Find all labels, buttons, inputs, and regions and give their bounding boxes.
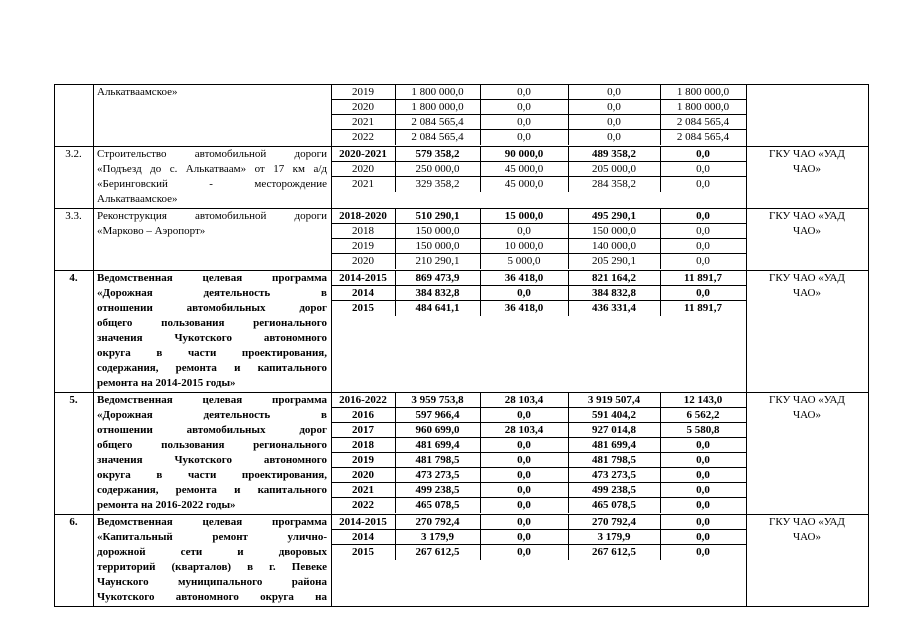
cell-regional: 499 238,5 (592, 484, 636, 496)
cell-total: 2 084 565,4 (411, 116, 464, 128)
table-rule-v (54, 146, 55, 209)
table-rule-v (868, 84, 869, 147)
cell-federal: 0,0 (517, 439, 531, 451)
row-owner: ГКУ ЧАО «УАД (769, 210, 845, 222)
cell-regional: 481 798,5 (592, 454, 636, 466)
table-rule-v (395, 270, 396, 316)
cell-federal: 45 000,0 (504, 178, 544, 190)
cell-regional: 270 792,4 (592, 516, 636, 528)
table-rule-v (660, 514, 661, 560)
table-rule-v (746, 514, 747, 607)
cell-total: 384 832,8 (415, 287, 460, 299)
table-rule-v (746, 392, 747, 515)
cell-regional: 267 612,5 (592, 546, 636, 558)
description-line: Ведомственная целевая программа (97, 516, 327, 528)
cell-federal: 36 418,0 (504, 272, 544, 284)
row-description (97, 271, 327, 391)
cell-total: 210 290,1 (415, 255, 460, 267)
row-owner: ЧАО» (793, 409, 821, 421)
cell-year: 2021 (352, 116, 374, 128)
cell-total: 1 800 000,0 (411, 101, 464, 113)
cell-year: 2017 (352, 424, 374, 436)
cell-year: 2020 (352, 163, 374, 175)
cell-local: 0,0 (696, 531, 710, 543)
table-rule-v (568, 146, 569, 192)
row-number: 3.2. (65, 148, 82, 160)
description-line: территорий (кварталов) в г. Певеке (97, 561, 327, 573)
cell-total: 960 699,0 (415, 424, 460, 436)
table-rule-v (54, 208, 55, 271)
table-rule-v (331, 514, 332, 607)
cell-federal: 10 000,0 (504, 240, 544, 252)
cell-year: 2022 (352, 499, 374, 511)
table-rule-v (568, 84, 569, 145)
cell-local: 0,0 (696, 484, 710, 496)
cell-year: 2020 (352, 101, 374, 113)
cell-total: 499 238,5 (415, 484, 460, 496)
cell-regional: 495 290,1 (592, 210, 636, 222)
cell-year: 2016-2022 (339, 394, 387, 406)
cell-federal: 28 103,4 (504, 394, 544, 406)
row-description (97, 515, 327, 605)
cell-federal: 0,0 (517, 469, 531, 481)
table-rule-v (868, 514, 869, 607)
cell-total: 869 473,9 (415, 272, 460, 284)
cell-local: 0,0 (696, 469, 710, 481)
cell-federal: 0,0 (517, 225, 531, 237)
cell-local: 0,0 (696, 178, 710, 190)
cell-year: 2014 (352, 531, 374, 543)
description-line: отношении автомобильных дорог (97, 302, 327, 314)
table-rule-v (331, 392, 332, 515)
cell-year: 2018 (352, 225, 374, 237)
cell-year: 2014 (352, 287, 374, 299)
cell-year: 2020 (352, 469, 374, 481)
cell-total: 510 290,1 (415, 210, 460, 222)
table-rule-v (660, 208, 661, 269)
cell-regional: 473 273,5 (592, 469, 636, 481)
cell-year: 2018 (352, 439, 374, 451)
description-line: общего пользования регионального (97, 439, 327, 451)
cell-regional: 489 358,2 (592, 148, 636, 160)
cell-local: 2 084 565,4 (676, 131, 730, 143)
table-rule-v (868, 146, 869, 209)
cell-total: 579 358,2 (415, 148, 460, 160)
cell-federal: 15 000,0 (504, 210, 544, 222)
cell-federal: 5 000,0 (507, 255, 541, 267)
cell-federal: 0,0 (517, 116, 531, 128)
description-line: Алькатваамское» (97, 86, 178, 98)
table-rule-v (480, 514, 481, 560)
cell-regional: 205 290,1 (592, 255, 636, 267)
table-rule-v (660, 392, 661, 513)
cell-total: 267 612,5 (415, 546, 460, 558)
cell-federal: 0,0 (517, 86, 531, 98)
description-line: «Дорожная деятельность в (97, 287, 327, 299)
cell-local: 1 800 000,0 (676, 86, 730, 98)
cell-total: 2 084 565,4 (411, 131, 464, 143)
row-description (97, 209, 327, 239)
table-rule-v (568, 270, 569, 316)
table-rule-v (746, 270, 747, 393)
cell-local: 0,0 (696, 240, 710, 252)
cell-federal: 90 000,0 (504, 148, 544, 160)
table-rule-v (746, 208, 747, 271)
cell-regional: 0,0 (607, 131, 621, 143)
cell-total: 1 800 000,0 (411, 86, 464, 98)
table-rule-v (568, 208, 569, 269)
description-line: округа в части проектирования, (97, 469, 327, 481)
cell-year: 2019 (352, 454, 374, 466)
cell-local: 0,0 (696, 225, 710, 237)
description-line: Ведомственная целевая программа (97, 394, 327, 406)
cell-total: 473 273,5 (415, 469, 460, 481)
cell-local: 1 800 000,0 (676, 101, 730, 113)
cell-total: 484 641,1 (415, 302, 460, 314)
table-rule-v (331, 146, 332, 209)
row-owner: ГКУ ЧАО «УАД (769, 516, 845, 528)
cell-regional: 3 919 507,4 (587, 394, 641, 406)
row-owner: ГКУ ЧАО «УАД (769, 148, 845, 160)
description-line: значения Чукотского автономного (97, 454, 327, 466)
description-line: Реконструкция автомобильной дороги (97, 210, 327, 222)
table-rule-v (746, 84, 747, 147)
cell-total: 150 000,0 (415, 225, 460, 237)
table-rule-v (331, 270, 332, 393)
cell-local: 2 084 565,4 (676, 116, 730, 128)
row-owner: ГКУ ЧАО «УАД (769, 394, 845, 406)
cell-local: 0,0 (696, 439, 710, 451)
cell-federal: 36 418,0 (504, 302, 544, 314)
table-rule-v (395, 84, 396, 145)
description-line: ремонта на 2014-2015 годы» (97, 377, 236, 389)
cell-local: 11 891,7 (684, 272, 722, 284)
cell-regional: 465 078,5 (592, 499, 636, 511)
cell-federal: 0,0 (517, 531, 531, 543)
cell-local: 0,0 (696, 163, 710, 175)
description-line: Чаунского муниципального района (97, 576, 327, 588)
row-owner: ЧАО» (793, 225, 821, 237)
table-rule-v (868, 270, 869, 393)
table-rule-v (331, 84, 332, 147)
table-rule-v (480, 392, 481, 513)
table-rule-v (660, 146, 661, 192)
description-line: ремонта на 2016-2022 годы» (97, 499, 236, 511)
description-line: округа в части проектирования, (97, 347, 327, 359)
table-rule-v (868, 208, 869, 271)
description-line: общего пользования регионального (97, 317, 327, 329)
row-description (97, 393, 327, 513)
table-rule-v (93, 270, 94, 393)
row-number: 6. (69, 516, 78, 528)
cell-local: 0,0 (696, 210, 710, 222)
row-number: 3.3. (65, 210, 82, 222)
table-rule-v (868, 392, 869, 515)
cell-total: 329 358,2 (415, 178, 460, 190)
cell-total: 597 966,4 (415, 409, 460, 421)
table-rule-v (54, 392, 55, 515)
description-line: дорожной сети и дворовых (97, 546, 327, 558)
description-line: «Беринговский - месторождение (97, 178, 327, 190)
description-line: содержания, ремонта и капитального (97, 484, 327, 496)
cell-regional: 821 164,2 (592, 272, 636, 284)
cell-regional: 436 331,4 (592, 302, 636, 314)
table-rule-h (54, 606, 869, 607)
cell-federal: 0,0 (517, 287, 531, 299)
description-line: отношении автомобильных дорог (97, 424, 327, 436)
description-line: Алькатваамское» (97, 193, 178, 205)
cell-total: 3 959 753,8 (411, 394, 464, 406)
table-rule-v (480, 208, 481, 269)
cell-federal: 0,0 (517, 484, 531, 496)
cell-local: 0,0 (696, 516, 710, 528)
table-rule-v (660, 270, 661, 316)
row-number: 5. (69, 394, 78, 406)
cell-year: 2020 (352, 255, 374, 267)
cell-total: 3 179,9 (421, 531, 454, 543)
cell-local: 0,0 (696, 287, 710, 299)
row-owner: ЧАО» (793, 287, 821, 299)
row-owner: ЧАО» (793, 163, 821, 175)
description-line: «Марково – Аэропорт» (97, 225, 206, 237)
cell-regional: 150 000,0 (592, 225, 636, 237)
description-line: Ведомственная целевая программа (97, 272, 327, 284)
cell-federal: 0,0 (517, 546, 531, 558)
table-rule-v (54, 84, 55, 147)
cell-local: 6 562,2 (686, 409, 720, 421)
cell-regional: 384 832,8 (592, 287, 636, 299)
cell-federal: 0,0 (517, 409, 531, 421)
table-rule-v (93, 392, 94, 515)
cell-regional: 591 404,2 (592, 409, 636, 421)
cell-regional: 3 179,9 (597, 531, 631, 543)
row-description (97, 85, 327, 100)
cell-year: 2019 (352, 240, 374, 252)
table-rule-v (395, 514, 396, 560)
table-rule-v (568, 514, 569, 560)
cell-year: 2018-2020 (339, 210, 387, 222)
table-rule-v (395, 208, 396, 269)
table-rule-v (480, 84, 481, 145)
description-line: Чукотского автономного округа на (97, 591, 327, 603)
row-owner: ГКУ ЧАО «УАД (769, 272, 845, 284)
table-rule-v (93, 208, 94, 271)
description-line: «Дорожная деятельность в (97, 409, 327, 421)
description-line: содержания, ремонта и капитального (97, 362, 327, 374)
cell-regional: 140 000,0 (592, 240, 636, 252)
cell-year: 2014-2015 (339, 516, 387, 528)
cell-local: 0,0 (696, 499, 710, 511)
table-rule-v (480, 270, 481, 316)
cell-local: 0,0 (696, 454, 710, 466)
cell-year: 2021 (352, 484, 374, 496)
cell-total: 481 699,4 (415, 439, 460, 451)
cell-year: 2021 (352, 178, 374, 190)
cell-year: 2016 (352, 409, 374, 421)
cell-year: 2015 (352, 546, 374, 558)
row-number: 4. (69, 272, 78, 284)
table-rule-v (54, 270, 55, 393)
cell-regional: 481 699,4 (592, 439, 636, 451)
table-rule-v (395, 392, 396, 513)
row-owner: ЧАО» (793, 531, 821, 543)
cell-federal: 45 000,0 (504, 163, 544, 175)
table-rule-v (93, 146, 94, 209)
cell-federal: 0,0 (517, 454, 531, 466)
cell-total: 270 792,4 (415, 516, 460, 528)
table-rule-v (480, 146, 481, 192)
table-rule-v (331, 208, 332, 271)
cell-federal: 0,0 (517, 499, 531, 511)
cell-federal: 0,0 (517, 101, 531, 113)
cell-year: 2022 (352, 131, 374, 143)
cell-federal: 0,0 (517, 516, 531, 528)
table-rule-v (93, 514, 94, 607)
cell-local: 11 891,7 (684, 302, 722, 314)
cell-regional: 0,0 (607, 101, 621, 113)
table-rule-v (568, 392, 569, 513)
cell-year: 2019 (352, 86, 374, 98)
cell-federal: 0,0 (517, 131, 531, 143)
description-line: «Капитальный ремонт улично- (97, 531, 327, 543)
cell-local: 0,0 (696, 255, 710, 267)
table-rule-v (54, 514, 55, 607)
cell-year: 2014-2015 (339, 272, 387, 284)
cell-local: 12 143,0 (683, 394, 723, 406)
cell-total: 465 078,5 (415, 499, 460, 511)
row-description (97, 147, 327, 207)
cell-local: 5 580,8 (686, 424, 720, 436)
cell-total: 481 798,5 (415, 454, 460, 466)
table-rule-v (395, 146, 396, 192)
cell-regional: 284 358,2 (592, 178, 636, 190)
description-line: значения Чукотского автономного (97, 332, 327, 344)
table-rule-v (93, 84, 94, 147)
cell-local: 0,0 (696, 546, 710, 558)
cell-regional: 0,0 (607, 116, 621, 128)
description-line: Строительство автомобильной дороги (97, 148, 327, 160)
cell-total: 150 000,0 (415, 240, 460, 252)
cell-regional: 927 014,8 (592, 424, 636, 436)
table-rule-v (660, 84, 661, 145)
cell-regional: 205 000,0 (592, 163, 636, 175)
cell-local: 0,0 (696, 148, 710, 160)
table-rule-v (746, 146, 747, 209)
cell-year: 2020-2021 (339, 148, 387, 160)
cell-total: 250 000,0 (415, 163, 460, 175)
description-line: «Подъезд до с. Алькатваам» от 17 км а/д (97, 163, 327, 175)
cell-regional: 0,0 (607, 86, 621, 98)
cell-year: 2015 (352, 302, 374, 314)
cell-federal: 28 103,4 (504, 424, 544, 436)
